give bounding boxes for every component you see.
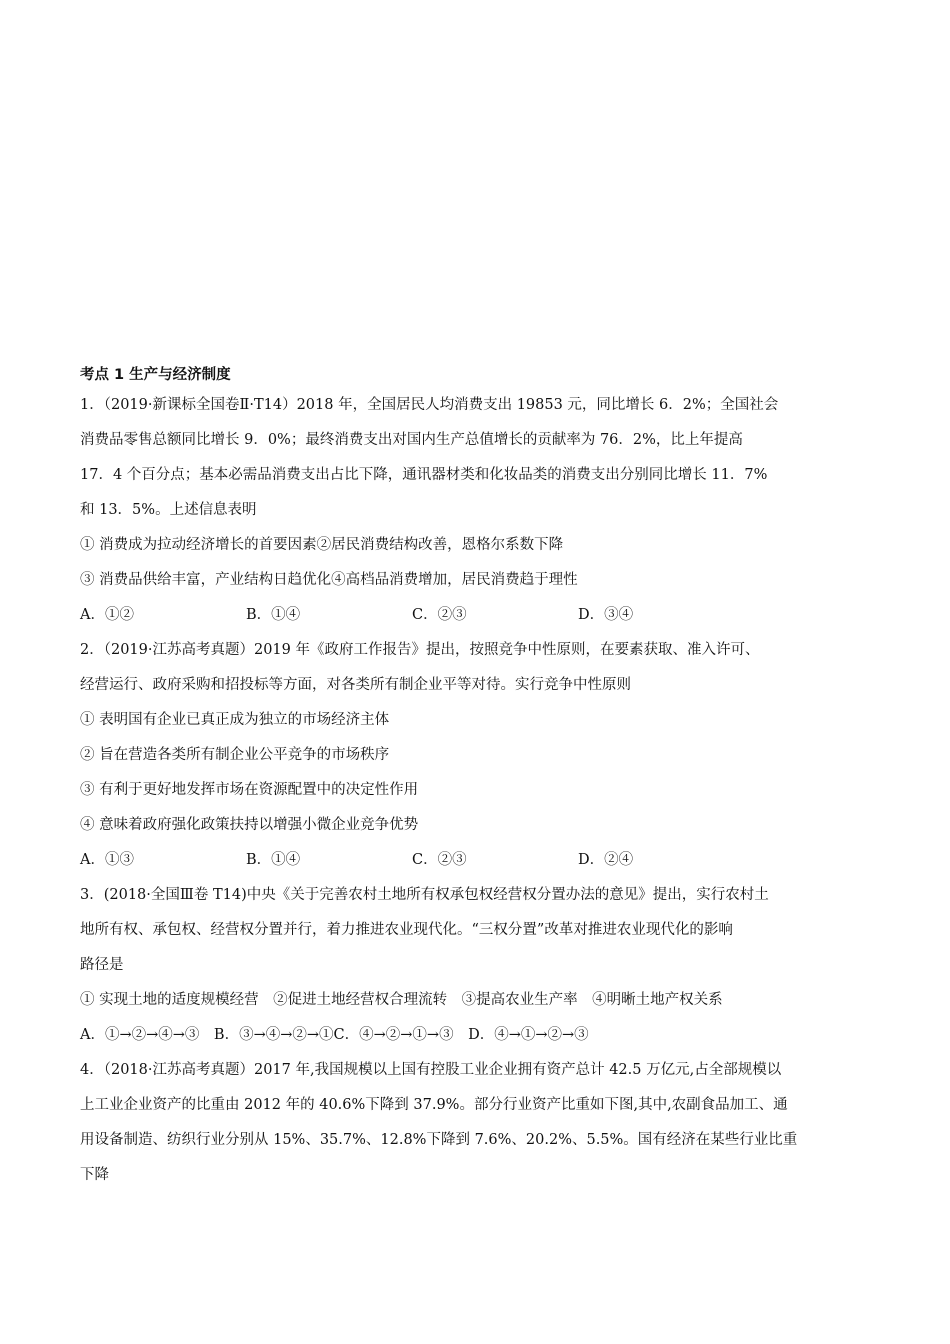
option-a: A．①③ [80, 852, 134, 868]
question-3-line-3: 路径是 [80, 957, 124, 973]
section-title: 考点 1 生产与经济制度 [80, 367, 231, 383]
question-1-options [80, 598, 880, 633]
question-1 [80, 388, 880, 633]
question-4-line-2: 上工业企业资产的比重由 2012 年的 40.6%下降到 37.9%。部分行业资产比重如下图,其中,农副食品加工、通 [80, 1097, 788, 1113]
question-2-statement-2: ② 旨在营造各类所有制企业公平竞争的市场秩序 [80, 747, 390, 763]
question-3 [80, 878, 880, 1053]
option-c: C．②③ [412, 852, 467, 868]
question-4-line-3: 用设备制造、纺织行业分别从 15%、35.7%、12.8%下降到 7.6%、20.2%、5.5%。国有经济在某些行业比重 [80, 1132, 798, 1148]
question-2-statement-3: ③ 有利于更好地发挥市场在资源配置中的决定性作用 [80, 782, 419, 798]
question-4 [80, 1053, 880, 1193]
question-2-line-2: 经营运行、政府采购和招投标等方面，对各类所有制企业平等对待。实行竞争中性原则 [80, 677, 631, 693]
question-2-statement-1: ① 表明国有企业已真正成为独立的市场经济主体 [80, 712, 390, 728]
question-1-line-1: 1．（2019·新课标全国卷Ⅱ·T14）2018 年，全国居民人均消费支出 19853 元，同比增长 6．2%；全国社会 [80, 397, 779, 413]
question-1-statement-3-4: ③ 消费品供给丰富，产业结构日趋优化④高档品消费增加，居民消费趋于理性 [80, 572, 578, 588]
option-a: A．①② [80, 607, 134, 623]
question-4-line-4: 下降 [80, 1167, 109, 1183]
question-2-line-1: 2．（2019·江苏高考真题）2019 年《政府工作报告》提出，按照竞争中性原则，在要素获取、准入许可、 [80, 642, 760, 658]
option-d: D．②④ [578, 852, 634, 868]
question-3-options: A．①→②→④→③ B．③→④→②→①C．④→②→①→③ D．④→①→②→③ [80, 1027, 589, 1043]
question-2-statement-4: ④ 意味着政府强化政策扶持以增强小微企业竞争优势 [80, 817, 419, 833]
question-2 [80, 633, 880, 878]
question-1-line-4: 和 13．5%。上述信息表明 [80, 502, 257, 518]
option-c: C．②③ [412, 607, 467, 623]
option-d: D．③④ [578, 607, 634, 623]
question-1-line-3: 17．4 个百分点；基本必需品消费支出占比下降，通讯器材类和化妆品类的消费支出分别同比增长 11．7% [80, 467, 768, 483]
option-b: B．①④ [246, 852, 301, 868]
option-b: B．①④ [246, 607, 301, 623]
question-3-statements: ① 实现土地的适度规模经营 ②促进土地经营权合理流转 ③提高农业生产率 ④明晰土地产权关系 [80, 992, 723, 1008]
question-2-options [80, 843, 880, 878]
question-4-line-1: 4．（2018·江苏高考真题）2017 年,我国规模以上国有控股工业企业拥有资产总计 42.5 万亿元,占全部规模以 [80, 1062, 782, 1078]
question-1-statement-1-2: ① 消费成为拉动经济增长的首要因素②居民消费结构改善，恩格尔系数下降 [80, 537, 564, 553]
question-3-line-1: 3．(2018·全国Ⅲ卷 T14)中央《关于完善农村土地所有权承包权经营权分置办法的意见》提出，实行农村土 [80, 887, 769, 903]
question-1-line-2: 消费品零售总额同比增长 9．0%；最终消费支出对国内生产总值增长的贡献率为 76．2%，比上年提高 [80, 432, 743, 448]
question-3-line-2: 地所有权、承包权、经营权分置并行，着力推进农业现代化。“三权分置”改革对推进农业现代化的影响 [80, 922, 733, 938]
document-body [80, 362, 880, 1193]
